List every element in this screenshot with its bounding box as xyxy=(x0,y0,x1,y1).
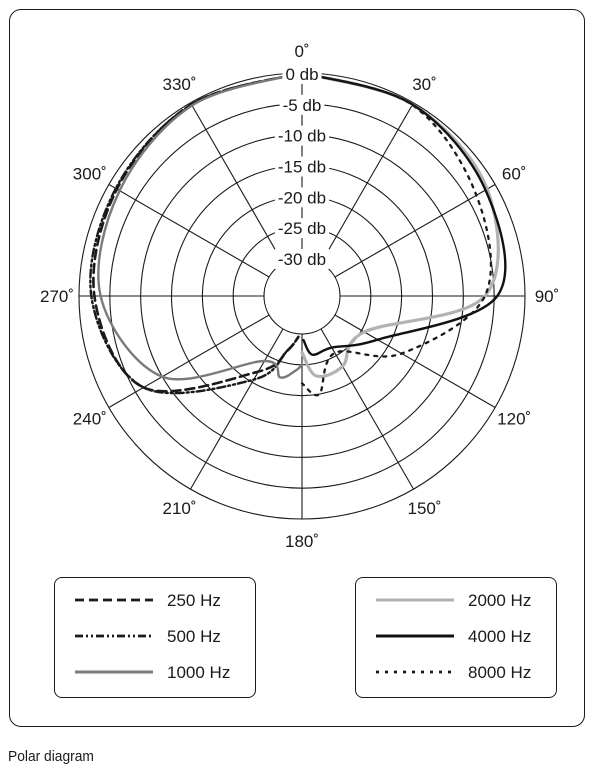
legend-box-right xyxy=(355,577,557,698)
legend-label-0: 250 Hz xyxy=(167,591,221,610)
legend-entry-1 xyxy=(55,623,255,649)
legend-entry-4 xyxy=(356,623,556,649)
angle-tick-label-11: 330˚ xyxy=(162,74,197,94)
grid-ring-6 xyxy=(264,258,340,334)
legend-box-left xyxy=(54,577,256,698)
legend-swatch-1 xyxy=(73,623,155,649)
radial-tick-label-0: 0 db xyxy=(285,65,319,84)
angle-tick-label-4: 120˚ xyxy=(497,409,532,429)
legend-entry-5 xyxy=(356,659,556,685)
angle-tick-label-6: 180˚ xyxy=(284,532,320,551)
radial-tick-label-2: -10 db xyxy=(277,126,327,146)
legend-label-2: 1000 Hz xyxy=(167,663,231,682)
figure-caption: Polar diagram xyxy=(8,748,94,765)
angle-tick-label-9: 270˚ xyxy=(39,287,75,306)
series-line-1 xyxy=(90,73,302,393)
angle-tick-label-0: 0˚ xyxy=(294,42,310,61)
angle-tick-label-5: 150˚ xyxy=(407,499,442,519)
legend-entry-0 xyxy=(55,587,255,613)
angle-tick-label-7: 210˚ xyxy=(162,499,197,519)
radial-tick-label-4: -20 db xyxy=(277,188,327,208)
legend-label-1: 500 Hz xyxy=(167,627,221,646)
radial-tick-label-5: -25 db xyxy=(277,219,327,239)
legend-swatch-2 xyxy=(73,659,155,685)
legend-label-5: 8000 Hz xyxy=(468,663,532,682)
angle-tick-label-3: 90˚ xyxy=(534,287,560,306)
legend-swatch-3 xyxy=(374,587,456,613)
angle-tick-label-1: 30˚ xyxy=(412,74,437,94)
legend-swatch-0 xyxy=(73,587,155,613)
angle-tick-label-2: 60˚ xyxy=(501,164,527,184)
legend-swatch-4 xyxy=(374,623,456,649)
radial-tick-label-1: -5 db xyxy=(282,95,322,115)
radial-tick-label-6: -30 db xyxy=(277,250,327,269)
series-line-3 xyxy=(302,73,498,376)
angle-tick-label-8: 240˚ xyxy=(72,409,107,429)
radial-tick-label-3: -15 db xyxy=(277,157,327,177)
angle-tick-label-10: 300˚ xyxy=(72,164,107,184)
legend-label-4: 4000 Hz xyxy=(468,627,532,646)
legend-entry-2 xyxy=(55,659,255,685)
legend-swatch-5 xyxy=(374,659,456,685)
legend-entry-3 xyxy=(356,587,556,613)
legend-label-3: 2000 Hz xyxy=(468,591,532,610)
